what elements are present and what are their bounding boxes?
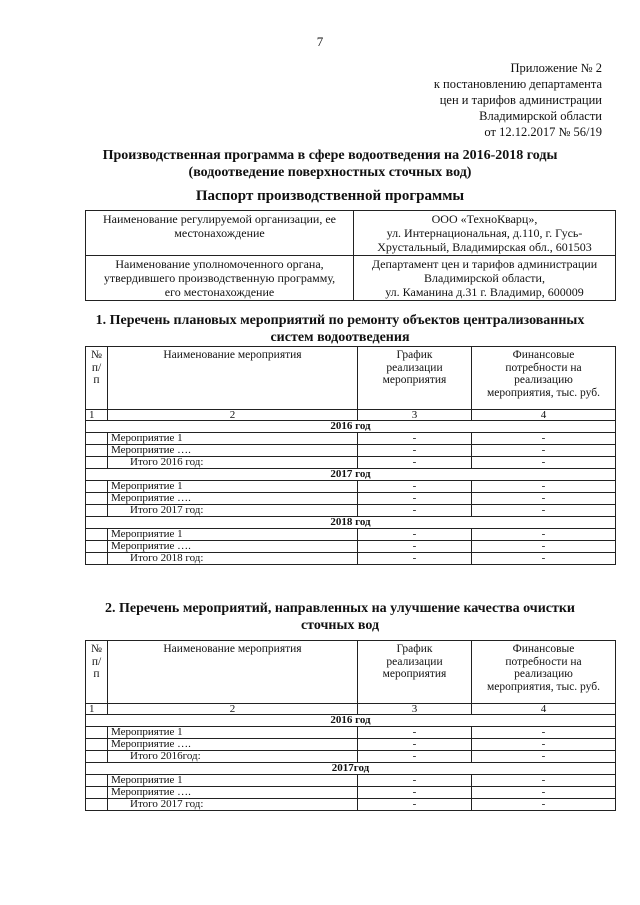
year-row bbox=[86, 469, 616, 481]
appendix-line: от 12.12.2017 № 56/19 bbox=[484, 125, 602, 139]
row-number bbox=[86, 433, 108, 445]
text-line: реализации bbox=[386, 655, 443, 668]
event-name: Мероприятие …. bbox=[108, 787, 358, 799]
schedule-value: - bbox=[358, 553, 472, 565]
finance-value: - bbox=[472, 481, 616, 493]
text-line: Владимирской области, bbox=[424, 271, 545, 285]
text-line: Наименование мероприятия bbox=[163, 349, 302, 361]
text-line: мероприятия, тыс. руб. bbox=[487, 680, 600, 693]
text-line: Финансовые bbox=[512, 349, 575, 361]
text-line: Департамент цен и тарифов администрации bbox=[371, 257, 598, 271]
title-line: Производственная программа в сфере водоотведения на 2016-2018 годы bbox=[102, 148, 558, 163]
row-number bbox=[86, 739, 108, 751]
event-name: Итого 2017 год: bbox=[108, 505, 358, 517]
text-line: График bbox=[396, 349, 433, 361]
appendix-line: Владимирской области bbox=[479, 109, 602, 123]
event-name: Мероприятие 1 bbox=[108, 529, 358, 541]
text-line: Наименование мероприятия bbox=[163, 643, 302, 655]
year-row bbox=[86, 763, 616, 775]
text-line: График bbox=[396, 643, 433, 655]
event-name: Мероприятие …. bbox=[108, 493, 358, 505]
column-number: 4 bbox=[472, 704, 616, 715]
section-1-title bbox=[70, 312, 610, 346]
title-line: 1. Перечень плановых мероприятий по ремонту объектов централизованных bbox=[95, 313, 585, 328]
finance-value: - bbox=[472, 751, 616, 763]
header-num bbox=[86, 641, 108, 704]
finance-value: - bbox=[472, 727, 616, 739]
appendix-note bbox=[382, 60, 602, 140]
table-header-row bbox=[86, 347, 616, 410]
header-name bbox=[108, 347, 358, 410]
page-number: 7 bbox=[316, 34, 324, 49]
row-number bbox=[86, 751, 108, 763]
text-line: Хрустальный, Владимирская обл., 601503 bbox=[377, 240, 592, 254]
schedule-value: - bbox=[358, 751, 472, 763]
table-row bbox=[86, 433, 616, 445]
schedule-value: - bbox=[358, 775, 472, 787]
table-row bbox=[86, 541, 616, 553]
total-row bbox=[86, 751, 616, 763]
text-line: мероприятия bbox=[382, 668, 447, 680]
schedule-value: - bbox=[358, 505, 472, 517]
year-label: 2017год bbox=[86, 763, 616, 775]
title-line: 2. Перечень мероприятий, направленных на улучшение качества очистки bbox=[104, 601, 575, 616]
finance-value: - bbox=[472, 457, 616, 469]
finance-value: - bbox=[472, 799, 616, 811]
row-number bbox=[86, 799, 108, 811]
column-number: 3 bbox=[358, 410, 472, 421]
finance-value: - bbox=[472, 787, 616, 799]
column-number: 1 bbox=[86, 410, 108, 421]
table-row bbox=[86, 739, 616, 751]
total-row bbox=[86, 799, 616, 811]
event-name: Мероприятие …. bbox=[108, 445, 358, 457]
table-row bbox=[86, 727, 616, 739]
event-name: Итого 2016 год: bbox=[108, 457, 358, 469]
text-line: потребности на bbox=[505, 655, 582, 668]
text-line: № bbox=[91, 349, 102, 361]
passport-label bbox=[86, 256, 354, 301]
total-row bbox=[86, 457, 616, 469]
event-name: Итого 2017 год: bbox=[108, 799, 358, 811]
column-numbers-row bbox=[86, 410, 616, 421]
schedule-value: - bbox=[358, 433, 472, 445]
year-row bbox=[86, 517, 616, 529]
text-line: № bbox=[91, 643, 102, 655]
schedule-value: - bbox=[358, 727, 472, 739]
schedule-value: - bbox=[358, 445, 472, 457]
text-line: потребности на bbox=[505, 361, 582, 374]
text-line: ул. Каманина д.31 г. Владимир, 600009 bbox=[385, 285, 584, 299]
schedule-value: - bbox=[358, 457, 472, 469]
finance-value: - bbox=[472, 739, 616, 751]
row-number bbox=[86, 553, 108, 565]
schedule-value: - bbox=[358, 481, 472, 493]
row-number bbox=[86, 457, 108, 469]
schedule-value: - bbox=[358, 529, 472, 541]
header-schedule bbox=[358, 347, 472, 410]
year-label: 2018 год bbox=[86, 517, 616, 529]
text-line: его местонахождение bbox=[164, 285, 275, 299]
appendix-line: к постановлению департамента bbox=[433, 77, 602, 91]
header-name bbox=[108, 641, 358, 704]
column-number: 2 bbox=[108, 704, 358, 715]
appendix-line: цен и тарифов администрации bbox=[439, 93, 602, 107]
column-number: 4 bbox=[472, 410, 616, 421]
text-line: п/п bbox=[91, 361, 102, 386]
total-row bbox=[86, 505, 616, 517]
column-number: 2 bbox=[108, 410, 358, 421]
schedule-value: - bbox=[358, 799, 472, 811]
title-line: (водоотведение поверхностных сточных вод) bbox=[188, 165, 472, 180]
passport-row bbox=[86, 211, 616, 256]
year-label: 2016 год bbox=[86, 715, 616, 727]
row-number bbox=[86, 727, 108, 739]
table-row bbox=[86, 787, 616, 799]
text-line: Наименование уполномоченного органа, bbox=[115, 257, 324, 271]
appendix-line: Приложение № 2 bbox=[510, 61, 602, 75]
finance-value: - bbox=[472, 433, 616, 445]
text-line: реализации bbox=[386, 361, 443, 374]
finance-value: - bbox=[472, 529, 616, 541]
passport-heading: Паспорт производственной программы bbox=[195, 188, 465, 204]
finance-value: - bbox=[472, 445, 616, 457]
schedule-value: - bbox=[358, 541, 472, 553]
section-2-title bbox=[70, 600, 610, 634]
passport-value bbox=[354, 211, 616, 256]
text-line: утвердившего производственную программу, bbox=[103, 271, 336, 285]
event-name: Итого 2016год: bbox=[108, 751, 358, 763]
row-number bbox=[86, 775, 108, 787]
table-row bbox=[86, 493, 616, 505]
text-line: мероприятия, тыс. руб. bbox=[487, 386, 600, 399]
passport-value bbox=[354, 256, 616, 301]
finance-value: - bbox=[472, 553, 616, 565]
text-line: п/п bbox=[91, 655, 102, 680]
year-row bbox=[86, 421, 616, 433]
row-number bbox=[86, 505, 108, 517]
schedule-value: - bbox=[358, 787, 472, 799]
finance-value: - bbox=[472, 493, 616, 505]
table-header-row bbox=[86, 641, 616, 704]
header-finance bbox=[472, 641, 616, 704]
table-row bbox=[86, 481, 616, 493]
schedule-value: - bbox=[358, 739, 472, 751]
document-title bbox=[60, 147, 600, 181]
passport-row bbox=[86, 256, 616, 301]
event-name: Итого 2018 год: bbox=[108, 553, 358, 565]
row-number bbox=[86, 493, 108, 505]
header-schedule bbox=[358, 641, 472, 704]
title-line: систем водоотведения bbox=[270, 330, 410, 345]
table-row bbox=[86, 775, 616, 787]
event-name: Мероприятие 1 bbox=[108, 481, 358, 493]
column-number: 3 bbox=[358, 704, 472, 715]
text-line: ООО «ТехноКварц», bbox=[431, 212, 538, 226]
row-number bbox=[86, 481, 108, 493]
text-line: мероприятия bbox=[382, 374, 447, 386]
row-number bbox=[86, 445, 108, 457]
year-label: 2016 год bbox=[86, 421, 616, 433]
section-2-table bbox=[85, 640, 616, 811]
text-line: реализацию bbox=[514, 374, 573, 386]
row-number bbox=[86, 541, 108, 553]
title-line: сточных вод bbox=[300, 618, 380, 633]
year-row bbox=[86, 715, 616, 727]
passport-table bbox=[85, 210, 616, 301]
year-label: 2017 год bbox=[86, 469, 616, 481]
row-number bbox=[86, 787, 108, 799]
schedule-value: - bbox=[358, 493, 472, 505]
event-name: Мероприятие 1 bbox=[108, 727, 358, 739]
event-name: Мероприятие …. bbox=[108, 739, 358, 751]
text-line: ул. Интернациональная, д.110, г. Гусь- bbox=[386, 226, 583, 240]
column-numbers-row bbox=[86, 704, 616, 715]
finance-value: - bbox=[472, 505, 616, 517]
finance-value: - bbox=[472, 541, 616, 553]
event-name: Мероприятие 1 bbox=[108, 775, 358, 787]
text-line: реализацию bbox=[514, 668, 573, 680]
event-name: Мероприятие 1 bbox=[108, 433, 358, 445]
event-name: Мероприятие …. bbox=[108, 541, 358, 553]
table-row bbox=[86, 529, 616, 541]
total-row bbox=[86, 553, 616, 565]
table-row bbox=[86, 445, 616, 457]
row-number bbox=[86, 529, 108, 541]
text-line: местонахождение bbox=[174, 226, 265, 240]
finance-value: - bbox=[472, 775, 616, 787]
header-finance bbox=[472, 347, 616, 410]
column-number: 1 bbox=[86, 704, 108, 715]
text-line: Наименование регулируемой организации, ее bbox=[103, 212, 336, 226]
section-1-table bbox=[85, 346, 616, 565]
header-num bbox=[86, 347, 108, 410]
passport-label bbox=[86, 211, 354, 256]
text-line: Финансовые bbox=[512, 643, 575, 655]
